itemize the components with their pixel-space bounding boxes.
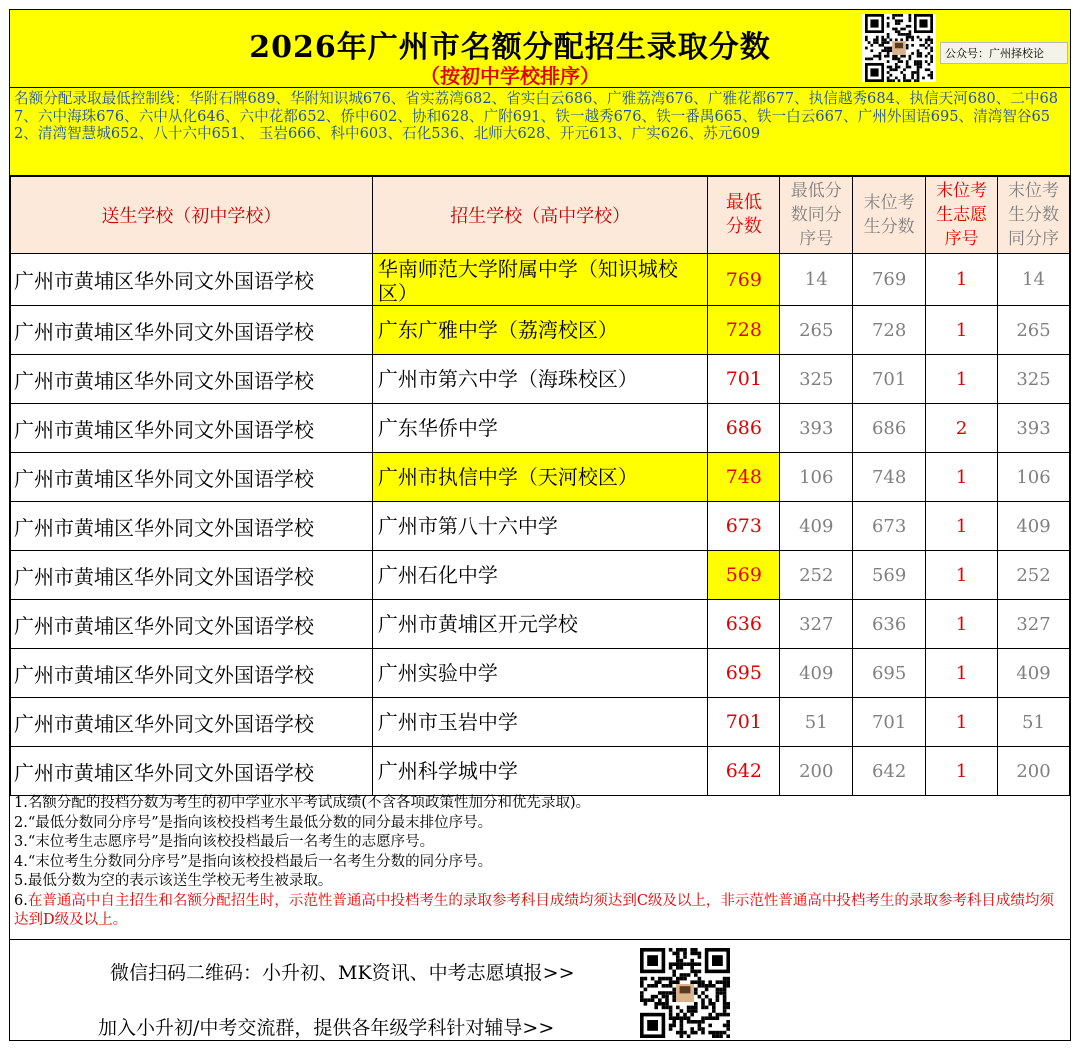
table-row xyxy=(11,747,1070,796)
table-row xyxy=(11,306,1070,355)
recv-school-cell: 广州市第八十六中学 xyxy=(372,502,707,551)
last-choice-cell: 1 xyxy=(926,355,998,404)
last-choice-cell: 1 xyxy=(926,747,998,796)
table-row xyxy=(11,502,1070,551)
min-rank-cell: 265 xyxy=(780,306,853,355)
last-rank-cell: 51 xyxy=(998,698,1070,747)
min-rank-cell: 14 xyxy=(780,254,853,306)
send-school-cell: 广州市黄埔区华外同文外国语学校 xyxy=(11,306,373,355)
last-choice-cell: 1 xyxy=(926,502,998,551)
min-rank-cell: 252 xyxy=(780,551,853,600)
title-bar xyxy=(10,10,1070,88)
last-score-cell: 769 xyxy=(853,254,926,306)
header-line: 末位考 xyxy=(936,181,988,201)
header-last-score xyxy=(853,177,926,254)
send-school-cell: 广州市黄埔区华外同文外国语学校 xyxy=(11,453,373,502)
header-line: 末位考 xyxy=(863,193,915,213)
last-rank-cell: 325 xyxy=(998,355,1070,404)
send-school-cell: 广州市黄埔区华外同文外国语学校 xyxy=(11,649,373,698)
note-item: 2.“最低分数同分序号”是指向该校投档考生最低分数的同分最末排位序号。 xyxy=(14,814,493,831)
header-last-choice xyxy=(926,177,998,254)
last-rank-cell: 106 xyxy=(998,453,1070,502)
footer xyxy=(10,940,1070,1040)
last-choice-cell: 1 xyxy=(926,649,998,698)
last-score-cell: 701 xyxy=(853,355,926,404)
min-rank-cell: 325 xyxy=(780,355,853,404)
table-row xyxy=(11,355,1070,404)
control-lines-text: 名额分配录取最低控制线：华附石牌689、华附知识城676、省实荔湾682、省实白云686、广雅荔湾676、广雅花都677、执信越秀684、执信天河680、二中687、六中海珠676、六中从化646、六中花都652、侨中602、协和628、广附691、铁一越秀676、铁一番禺665、铁一白云667、广州外国语695、清湾智谷652、清湾智慧城652、八十六中651、 玉岩666、科中603、石化536、北师大628、开元613、广实626、苏元609 xyxy=(10,88,1070,176)
min-score-cell: 695 xyxy=(708,649,780,698)
min-rank-cell: 200 xyxy=(780,747,853,796)
last-choice-cell: 2 xyxy=(926,404,998,453)
last-choice-cell: 1 xyxy=(926,306,998,355)
header-line: 生志愿 xyxy=(936,205,988,225)
note-item: 3.“末位考生志愿序号”是指向该校投档最后一名考生的志愿序号。 xyxy=(14,834,435,850)
send-school-cell: 广州市黄埔区华外同文外国语学校 xyxy=(11,355,373,404)
last-score-cell: 748 xyxy=(853,453,926,502)
min-score-cell: 701 xyxy=(708,698,780,747)
table-row xyxy=(11,600,1070,649)
last-choice-cell: 1 xyxy=(926,698,998,747)
note-number: 6. xyxy=(14,892,28,909)
last-score-cell: 695 xyxy=(853,649,926,698)
page-title: 2026年广州市名额分配招生录取分数 xyxy=(249,30,771,65)
last-rank-cell: 252 xyxy=(998,551,1070,600)
min-rank-cell: 51 xyxy=(780,698,853,747)
last-score-cell: 686 xyxy=(853,404,926,453)
recv-school-cell: 广州市黄埔区开元学校 xyxy=(372,600,707,649)
header-recv-school: 招生学校（高中学校） xyxy=(372,177,707,254)
header-last-rank xyxy=(998,177,1070,254)
last-choice-cell: 1 xyxy=(926,453,998,502)
recv-school-cell: 广州市玉岩中学 xyxy=(372,698,707,747)
last-score-cell: 642 xyxy=(853,747,926,796)
note-text-red: 在普通高中自主招生和名额分配招生时，示范性普通高中投档考生的录取参考科目成绩均须达到C级及以上，非示范性普通高中投档考生的录取参考科目成绩均须达到D级及以上。 xyxy=(14,892,1054,928)
header-line: 生分数 xyxy=(1008,205,1059,225)
send-school-cell: 广州市黄埔区华外同文外国语学校 xyxy=(11,551,373,600)
min-score-cell: 748 xyxy=(708,453,780,502)
send-school-cell: 广州市黄埔区华外同文外国语学校 xyxy=(11,600,373,649)
last-rank-cell: 265 xyxy=(998,306,1070,355)
send-school-cell: 广州市黄埔区华外同文外国语学校 xyxy=(11,404,373,453)
recv-school-cell: 广州实验中学 xyxy=(372,649,707,698)
recv-school-cell: 华南师范大学附属中学（知识城校区） xyxy=(372,254,707,306)
last-rank-cell: 327 xyxy=(998,600,1070,649)
last-score-cell: 673 xyxy=(853,502,926,551)
send-school-cell: 广州市黄埔区华外同文外国语学校 xyxy=(11,698,373,747)
min-score-cell: 769 xyxy=(708,254,780,306)
last-rank-cell: 14 xyxy=(998,254,1070,306)
header-line: 最低 xyxy=(725,192,762,213)
header-line: 数同分 xyxy=(790,205,842,225)
last-score-cell: 701 xyxy=(853,698,926,747)
qr-code-icon[interactable] xyxy=(640,948,730,1038)
recv-school-cell: 广州市执信中学（天河校区） xyxy=(372,453,707,502)
table-header-row xyxy=(11,177,1070,254)
min-score-cell: 642 xyxy=(708,747,780,796)
min-score-cell: 569 xyxy=(708,551,780,600)
header-send-school: 送生学校（初中学校） xyxy=(11,177,373,254)
last-score-cell: 636 xyxy=(853,600,926,649)
last-rank-cell: 409 xyxy=(998,649,1070,698)
recv-school-cell: 广州石化中学 xyxy=(372,551,707,600)
table-row xyxy=(11,551,1070,600)
last-choice-cell: 1 xyxy=(926,551,998,600)
send-school-cell: 广州市黄埔区华外同文外国语学校 xyxy=(11,254,373,306)
min-rank-cell: 409 xyxy=(780,649,853,698)
min-score-cell: 701 xyxy=(708,355,780,404)
table-row xyxy=(11,254,1070,306)
min-rank-cell: 106 xyxy=(780,453,853,502)
min-rank-cell: 393 xyxy=(780,404,853,453)
recv-school-cell: 广东广雅中学（荔湾校区） xyxy=(372,306,707,355)
document-page xyxy=(9,9,1071,1041)
note-item: 5.最低分数为空的表示该送生学校无考生被录取。 xyxy=(14,873,333,889)
header-line: 序号 xyxy=(944,229,979,249)
recv-school-cell: 广州科学城中学 xyxy=(372,747,707,796)
footer-wechat-line: 微信扫码二维码：小升初、MK资讯、中考志愿填报>> xyxy=(110,962,575,984)
min-score-cell: 686 xyxy=(708,404,780,453)
min-rank-cell: 327 xyxy=(780,600,853,649)
table-row xyxy=(11,453,1070,502)
min-score-cell: 673 xyxy=(708,502,780,551)
last-rank-cell: 409 xyxy=(998,502,1070,551)
header-line: 序号 xyxy=(799,229,834,249)
qr-label: 公众号：广州择校论 xyxy=(940,42,1068,64)
note-item-6 xyxy=(14,892,1066,931)
send-school-cell: 广州市黄埔区华外同文外国语学校 xyxy=(11,502,373,551)
header-line: 同分序 xyxy=(1008,229,1059,249)
header-min-score xyxy=(708,177,780,254)
last-choice-cell: 1 xyxy=(926,600,998,649)
table-row xyxy=(11,698,1070,747)
header-line: 最低分 xyxy=(790,181,842,201)
notes-section xyxy=(10,790,1070,940)
footer-group-line: 加入小升初/中考交流群，提供各年级学科针对辅导>> xyxy=(98,1017,555,1039)
recv-school-cell: 广东华侨中学 xyxy=(372,404,707,453)
min-score-cell: 728 xyxy=(708,306,780,355)
min-rank-cell: 409 xyxy=(780,502,853,551)
min-score-cell: 636 xyxy=(708,600,780,649)
table-row xyxy=(11,649,1070,698)
admission-table xyxy=(10,176,1070,796)
header-line: 生分数 xyxy=(863,217,915,237)
note-item: 4.“末位考生分数同分序号”是指向该校投档最后一名考生分数的同分序号。 xyxy=(14,853,493,870)
last-score-cell: 569 xyxy=(853,551,926,600)
recv-school-cell: 广州市第六中学（海珠校区） xyxy=(372,355,707,404)
page-subtitle: （按初中学校排序） xyxy=(420,64,600,88)
last-choice-cell: 1 xyxy=(926,254,998,306)
header-line: 分数 xyxy=(725,216,762,237)
header-min-rank xyxy=(780,177,853,254)
qr-code-icon xyxy=(862,14,936,82)
last-score-cell: 728 xyxy=(853,306,926,355)
send-school-cell: 广州市黄埔区华外同文外国语学校 xyxy=(11,747,373,796)
last-rank-cell: 393 xyxy=(998,404,1070,453)
header-line: 末位考 xyxy=(1008,181,1059,201)
table-row xyxy=(11,404,1070,453)
note-item: 1.名额分配的投档分数为考生的初中学业水平考试成绩(不含各项政策性加分和优先录取)。 xyxy=(14,795,591,811)
last-rank-cell: 200 xyxy=(998,747,1070,796)
